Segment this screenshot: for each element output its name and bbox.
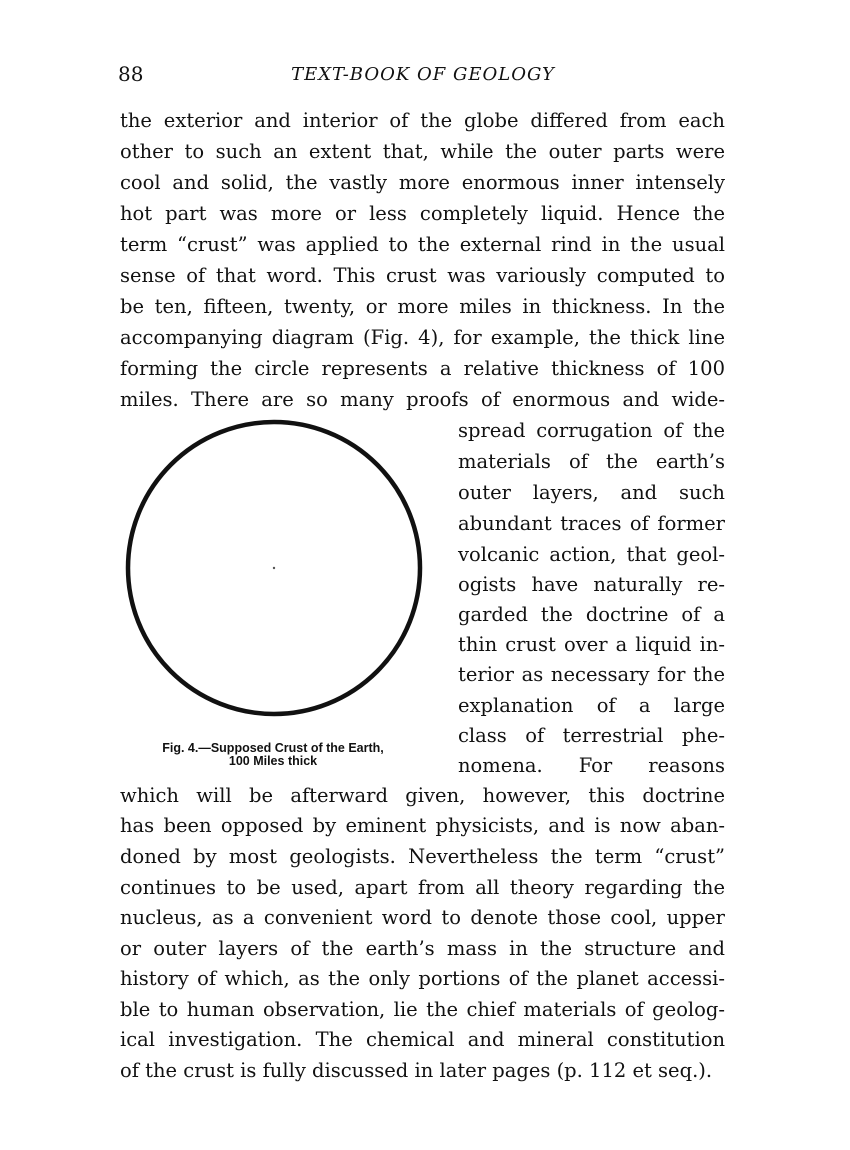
page-number: 88 <box>118 62 144 86</box>
text-line: thin crust over a liquid in- <box>458 633 725 656</box>
text-line: outer layers, and such <box>458 481 725 504</box>
text-line: ical investigation. The chemical and mineral constitution <box>120 1028 725 1051</box>
figure-caption <box>118 742 428 768</box>
text-line: continues to be used, apart from all theory regarding the <box>120 876 725 899</box>
text-line: hot part was more or less completely liquid. Hence the <box>120 202 725 225</box>
text-line: of the crust is fully discussed in later pages (p. 112 et seq.). <box>120 1059 713 1082</box>
text-line: sense of that word. This crust was variously computed to <box>120 264 725 287</box>
text-line: ble to human observation, lie the chief materials of geolog- <box>120 998 725 1021</box>
text-line: accompanying diagram (Fig. 4), for example, the thick line <box>120 326 725 349</box>
text-line: explanation of a large <box>458 694 725 717</box>
text-line: forming the circle represents a relative thickness of 100 <box>120 357 725 380</box>
text-line: other to such an extent that, while the outer parts were <box>120 140 725 163</box>
text-line: term “crust” was applied to the external rind in the usual <box>120 233 725 256</box>
text-line: doned by most geologists. Nevertheless the term “crust” <box>120 845 725 868</box>
text-line: abundant traces of former <box>458 512 725 535</box>
page-header <box>118 60 728 90</box>
text-line: cool and solid, the vastly more enormous inner intensely <box>120 171 725 194</box>
text-line: spread corrugation of the <box>458 419 725 442</box>
center-dot <box>273 567 275 569</box>
text-line: volcanic action, that geol- <box>458 543 725 566</box>
text-line: history of which, as the only portions of the planet accessi- <box>120 967 725 990</box>
text-line: materials of the earth’s <box>458 450 725 473</box>
text-line: nomena. For reasons <box>458 754 725 777</box>
running-head: TEXT-BOOK OF GEOLOGY <box>291 64 555 85</box>
text-line: class of terrestrial phe- <box>458 724 725 747</box>
text-line: nucleus, as a convenient word to denote those cool, upper <box>120 906 725 929</box>
text-line: the exterior and interior of the globe differed from each <box>120 109 725 132</box>
text-line: be ten, fifteen, twenty, or more miles in thickness. In the <box>120 295 725 318</box>
text-line: or outer layers of the earth’s mass in the structure and <box>120 937 725 960</box>
text-line: garded the doctrine of a <box>458 603 725 626</box>
text-line: which will be afterward given, however, this doctrine <box>120 784 725 807</box>
text-line: ogists have naturally re- <box>458 573 725 596</box>
crust-circle-diagram <box>118 412 448 742</box>
text-line: terior as necessary for the <box>458 663 725 686</box>
figure-4 <box>118 412 448 792</box>
caption-line-1: Fig. 4.—Supposed Crust of the Earth, <box>162 741 384 755</box>
text-line: has been opposed by eminent physicists, and is now aban- <box>120 814 725 837</box>
caption-line-2: 100 Miles thick <box>228 754 318 768</box>
text-line: miles. There are so many proofs of enormous and wide- <box>120 388 725 411</box>
